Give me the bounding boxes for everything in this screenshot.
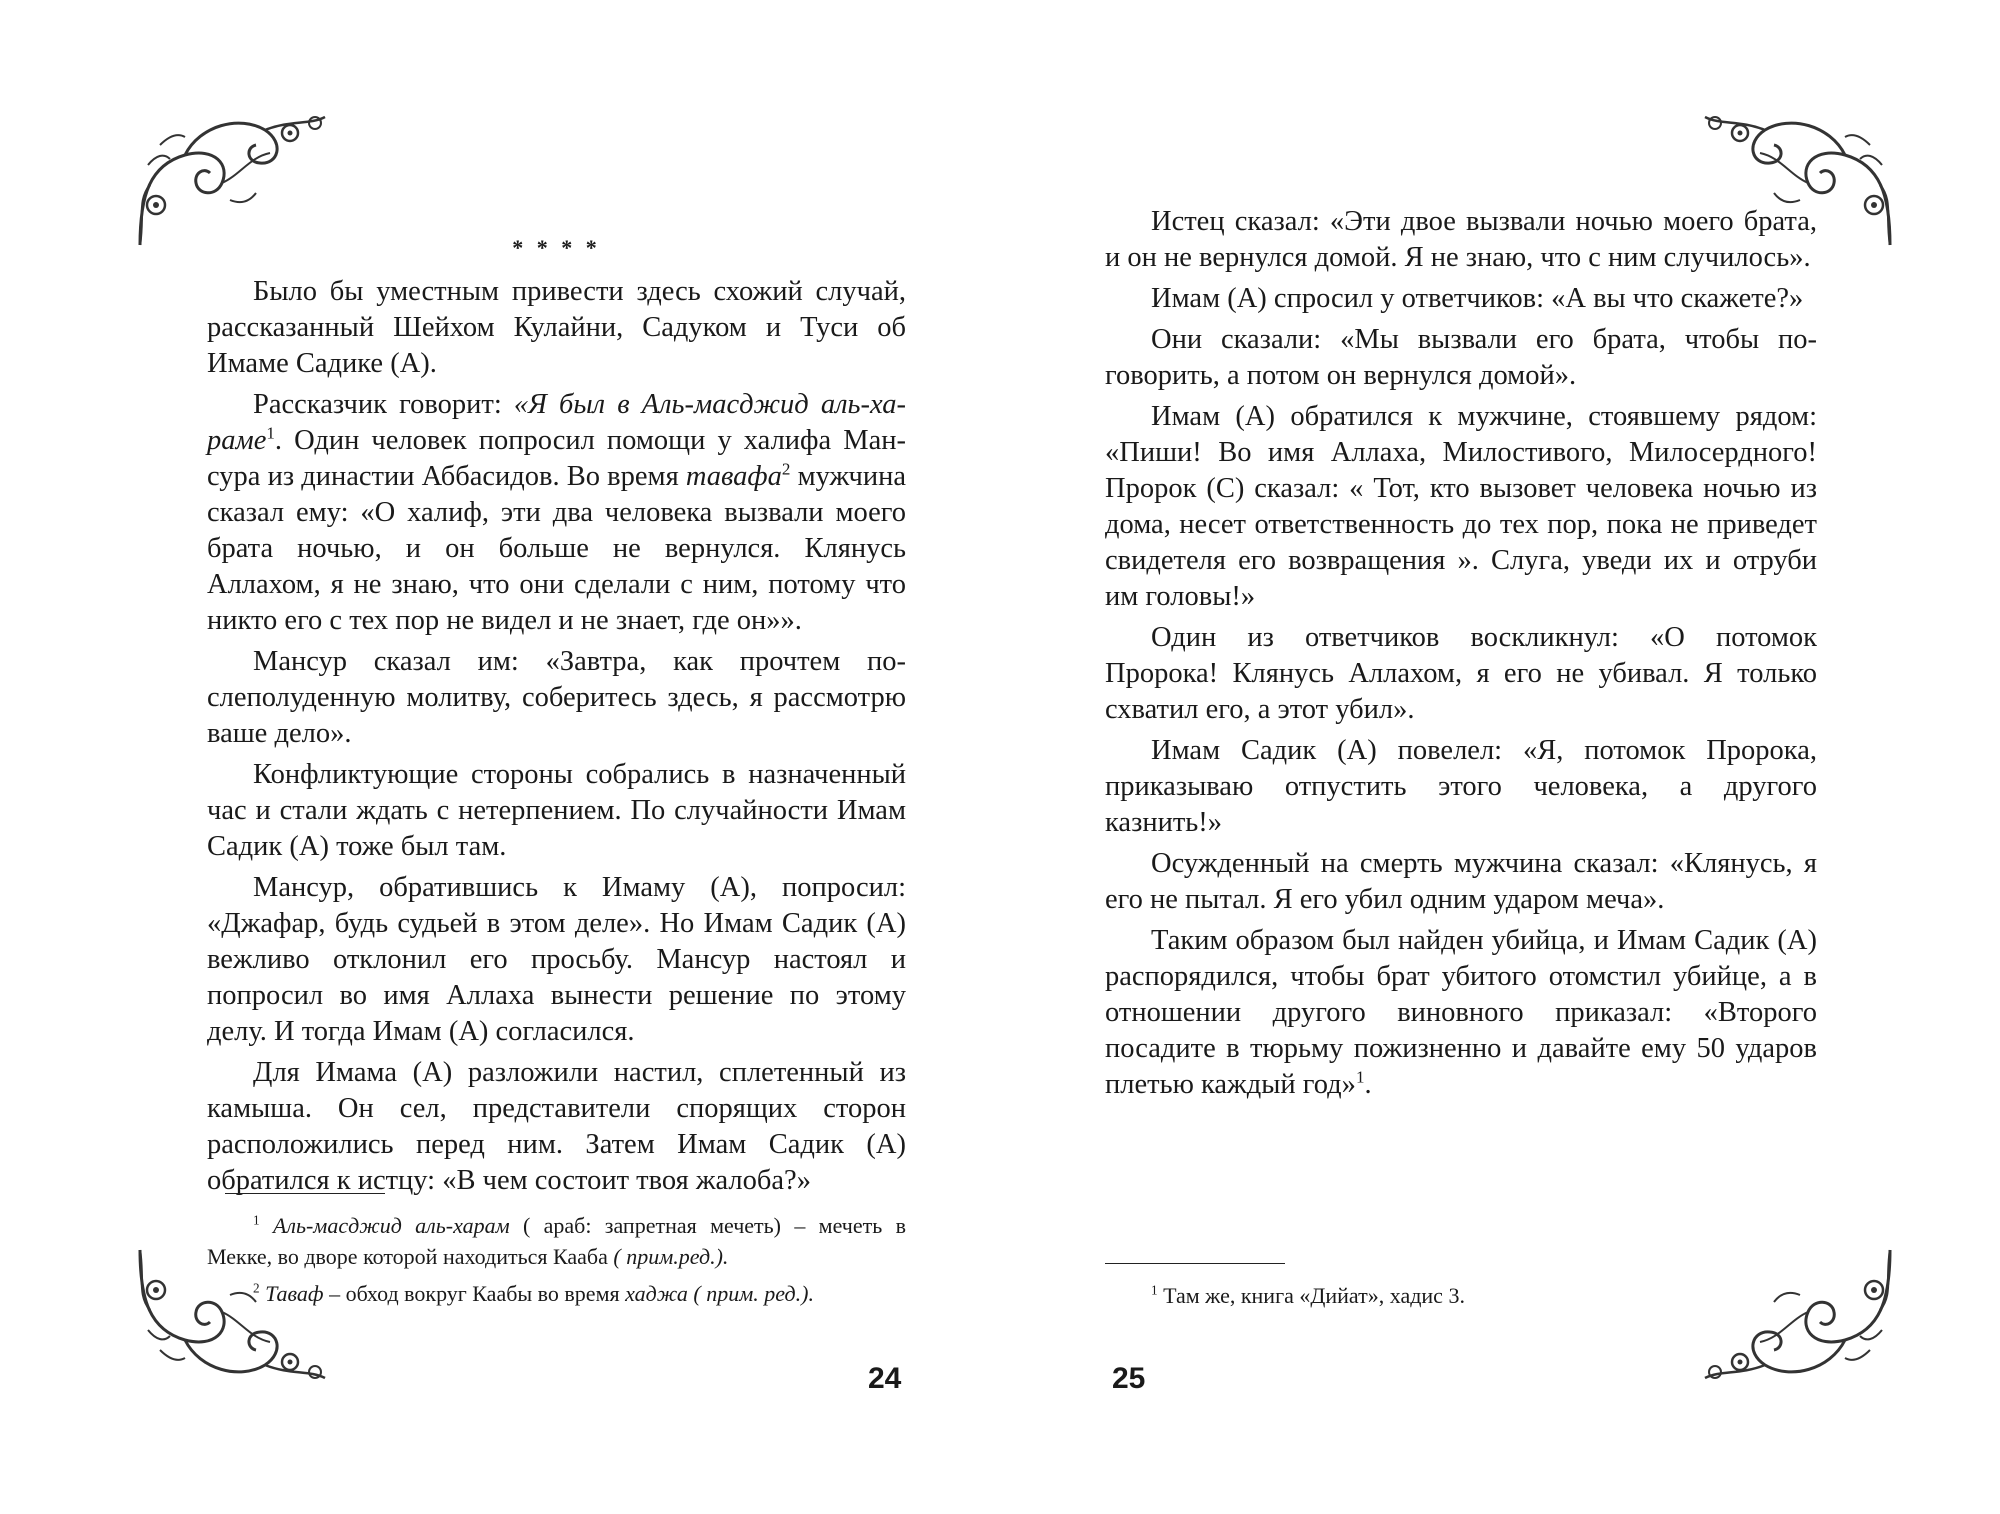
right-footnotes [1105, 1280, 1817, 1317]
page-number: 24 [868, 1362, 902, 1395]
paragraph-narrator: Рассказчик говорит: «Я был в Аль-масджид аль-хараме$^1$. Один человек попросил помощи у халифа Мансура из династии Аббасидов. Во время тавафа$^2$ мужчина сказал ему: «О халиф, эти два человека вызвали моего брата ночью, и он больше не вернулся. Клянусь Аллахом, я не знаю, что они сделали с ним, потому что никто его с тех пор не видел и не знает, где он»». [207, 389, 906, 636]
right-page [1000, 0, 2000, 1514]
paragraph: Осужденный на смерть мужчина сказал: «Клянусь, я его не пытал. Я его убил одним ударом меча». [1105, 848, 1817, 915]
paragraph: Истец сказал: «Эти двое вызвали ночью моего брата, и он не вернулся домой. Я не знаю, что с ним случилось». [1105, 206, 1817, 273]
paragraph: Имам Садик (А) повелел: «Я, потомок Пророка, приказываю отпустить этого человека, а другого казнить!» [1105, 735, 1817, 838]
left-footnotes [207, 1210, 906, 1315]
paragraph: Один из ответчиков воскликнул: «О потомок Пророка! Клянусь Аллахом, я его не убивал. Я только схватил его, а этот убил». [1105, 622, 1817, 725]
left-page-text [207, 230, 906, 1204]
paragraph: Мансур сказал им: «Завтра, как прочтем послеполуденную молитву, соберитесь здесь, я рассмотрю ваше дело». [207, 646, 906, 749]
paragraph: Конфликтующие стороны собрались в назначенный час и стали ждать с нетерпением. По случайности Имам Садик (А) тоже был там. [207, 759, 906, 862]
footnote-divider [225, 1193, 385, 1194]
right-page-text [1105, 204, 1817, 1108]
section-separator: * * * * [512, 235, 601, 260]
paragraph: Они сказали: «Мы вызвали его брата, чтобы поговорить, а потом он вернулся домой». [1105, 324, 1817, 391]
page-number: 25 [1112, 1362, 1146, 1395]
footnote-1: $^1$ Аль-масджид аль-харам ( араб: запретная мечеть) – мечеть в Мекке, во дворе которой находиться Кааба ( прим.ред.). [207, 1212, 906, 1269]
footnote-1: $^1$ Там же, книга «Дийат», хадис 3. [1151, 1282, 1465, 1308]
footnote-2: $^2$ Таваф – обход вокруг Каабы во время хаджа ( прим. ред.). [253, 1280, 814, 1306]
footnote-divider [1105, 1263, 1285, 1264]
paragraph: Имам (А) спросил у ответчиков: «А вы что скажете?» [1151, 283, 1804, 314]
paragraph: Было бы уместным привести здесь схожий случай, рассказанный Шейхом Кулайни, Садуком и Туси об Имаме Садике (А). [207, 276, 906, 379]
paragraph: Имам (А) обратился к мужчине, стоявшему рядом: «Пиши! Во имя Аллаха, Милостивого, Милосердного! Пророк (С) сказал: « Тот, кто вызовет человека ночью из дома, несет ответственность до тех пор, пока не приведет свидетеля его возвращения ». Слуга, уведи их и отруби им головы!» [1105, 401, 1817, 612]
paragraph: Для Имама (А) разложили настил, сплетенный из камыша. Он сел, представители спорящих сторон расположились перед ним. Затем Имам Садик (А) обратился к истцу: «В чем состоит твоя жалоба?» [207, 1057, 906, 1196]
paragraph: Мансур, обратившись к Имаму (А), попросил: «Джафар, будь судьей в этом деле». Но Имам Садик (А) вежливо отклонил его просьбу. Мансур настоял и попросил во имя Аллаха вынести решение по этому делу. И тогда Имам (А) согласился. [207, 872, 906, 1047]
paragraph-last: Таким образом был найден убийца, и Имам Садик (А) распорядился, чтобы брат убитого отомстил убийце, а в отношении другого виновного приказал: «Второго посадите в тюрьму пожизненно и давайте ему 50 ударов плетью каждый год»$^1$. [1105, 925, 1817, 1100]
